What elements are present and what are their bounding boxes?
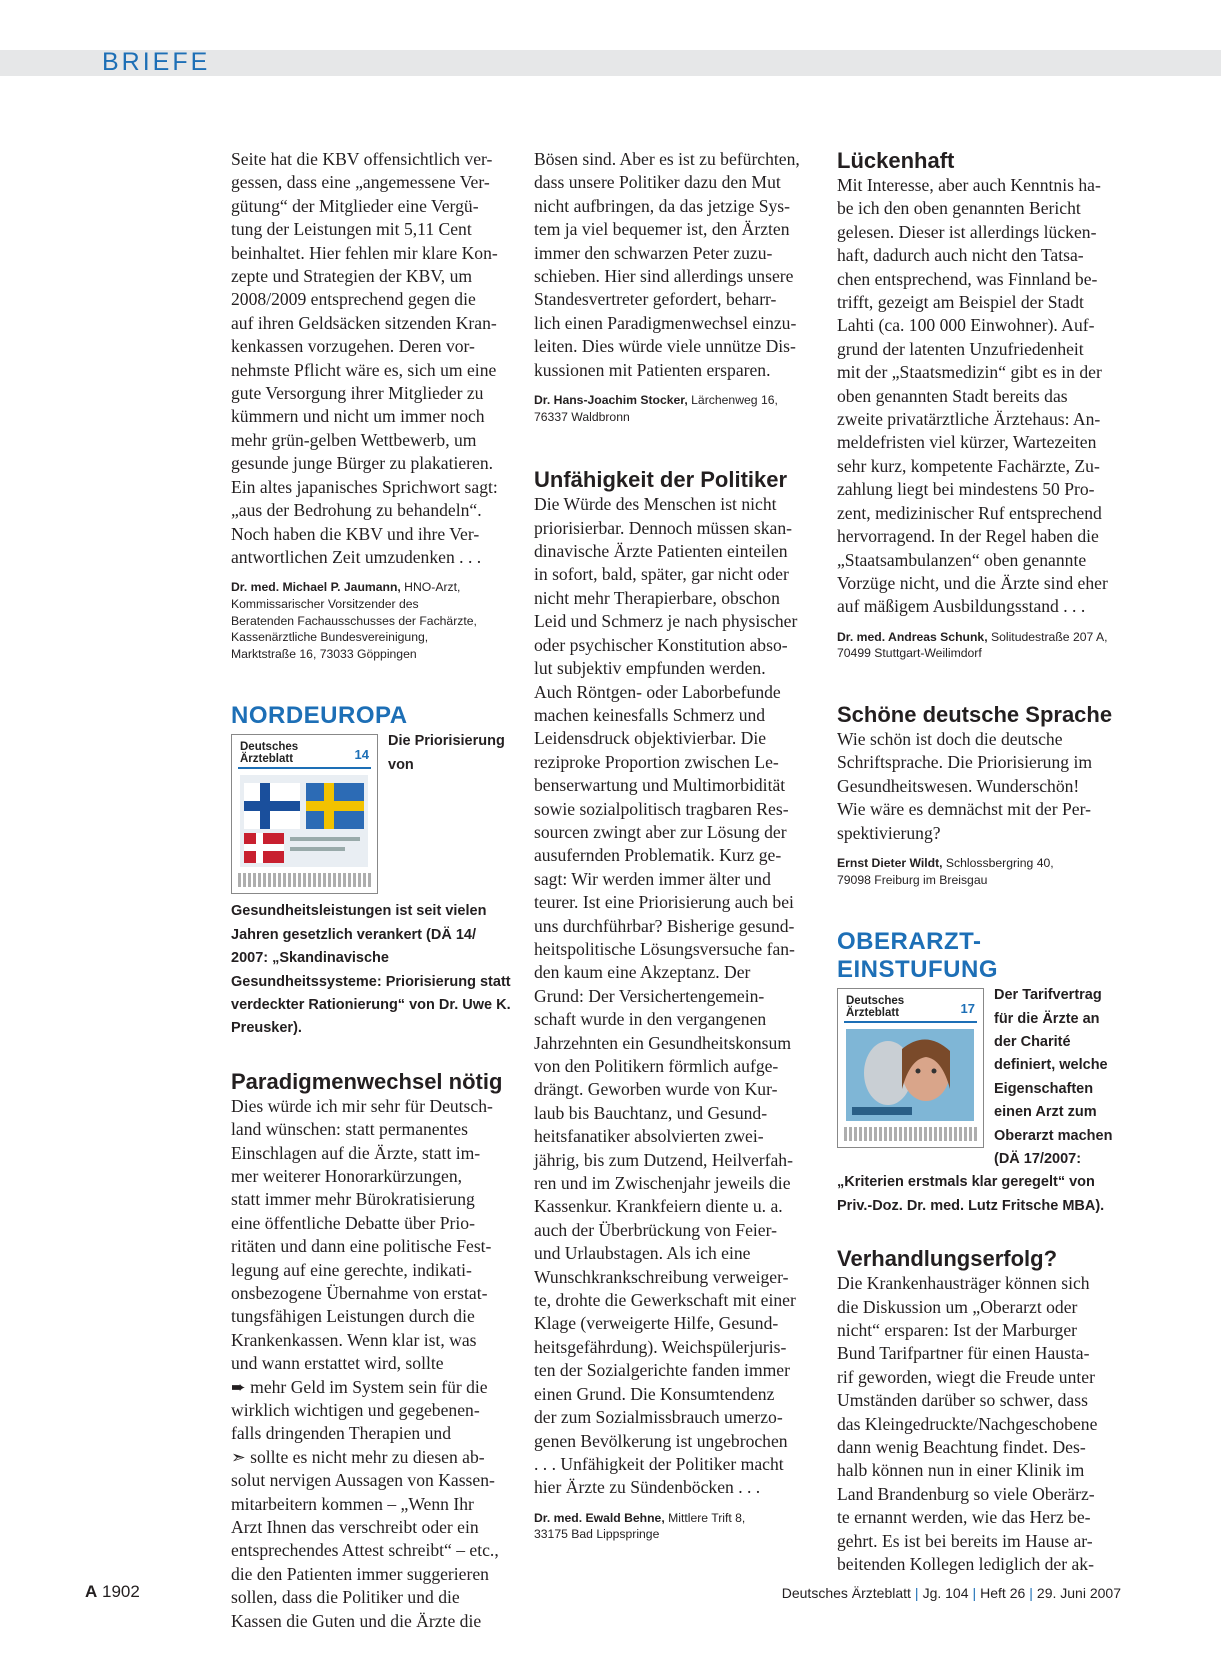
letter-heading: Paradigmenwechsel nötig bbox=[231, 1068, 503, 1094]
page-number bbox=[85, 1582, 140, 1602]
column-1 bbox=[231, 148, 516, 1633]
letter-signature: Dr. Hans-Joachim Stocker, Lärchenweg 16, 76337 Waldbronn bbox=[534, 393, 778, 424]
letter-text: Mit Interesse, aber auch Kenntnis ha- be ich den oben genannten Bericht gelesen. Dieser ist allerdings lücken- haft, dadurch auch nicht den Tatsa- chen entsprechend, was Finnland be- trifft, gezeigt am Beispiel der Stadt Lahti (ca. 100 000 Einwohner). Auf- grund der latenten Unzufriedenheit mit der „Staatsmedizin“ gibt es in der oben genannten Stadt bereits das zweite privatärztliche Ärztehaus: An- meldefristen viel kürzer, Wartezeiten sehr kurz, kompetente Fachärzte, Zu- zahlung liegt bei mindestens 50 Pro- zent, medizinischer Ruf entsprechend hervorragend. In der Regel haben die „Staatsambulanzen“ oben genannte Vorzüge nicht, und die Ärzte sind eher auf mäßigem Ausbildungsstand . . . bbox=[837, 175, 1108, 617]
topic-intro: Deutsches Ärzteblatt 14 Die Priorisierung von Gesundheitsleistungen ist seit vielen Jahren gesetzlich verankert (DÄ 14/ 2007: „Skandinavische Gesundheitssysteme: Priorisierung statt verdeckter Rationierung“ von Dr. Uwe K. Preusker). bbox=[231, 733, 511, 1037]
cover-issue-number: 14 bbox=[354, 747, 369, 763]
letter-signature: Dr. med. Ewald Behne, Mittlere Trift 8, 33175 Bad Lippspringe bbox=[534, 1510, 746, 1542]
letter-text: Wie schön ist doch die deutsche Schriftsprache. Die Priorisierung im Gesundheitswesen. Wunderschön! Wie wäre es demnächst mit der Per- spektivierung? bbox=[837, 728, 1093, 843]
cover-title: Deutsches Ärzteblatt bbox=[846, 995, 905, 1020]
cover-title: Deutsches Ärzteblatt bbox=[240, 741, 299, 766]
topic-heading: NORDEUROPA bbox=[231, 702, 408, 730]
letter-heading: Schöne deutsche Sprache bbox=[837, 701, 1113, 727]
column-2 bbox=[534, 148, 820, 1543]
letter-text: Bösen sind. Aber es ist zu befürchten, dass unsere Politiker dazu den Mut nicht aufbringen, da das jetzige Sys- tem ja viel bequemer ist, den Ärzten immer den schwarzen Peter zuzu- schieben. Hier sind allerdings unsere Standesvertreter gefordert, beharr- lich einen Paradigmenwechsel einzu- leiten. Dies würde viele unnütze Dis- kussionen mit Patienten ersparen. bbox=[534, 149, 800, 380]
letter-signature: Dr. med. Andreas Schunk, Solitudestraße 207 A, 70499 Stuttgart-Weilimdorf bbox=[837, 629, 1108, 661]
nordic-flags-illustration bbox=[240, 775, 368, 867]
letter-text: Die Krankenhausträger können sich die Diskussion um „Oberarzt oder nicht“ ersparen: Ist der Marburger Bund Tarifpartner für einen Hausta- rif geworden, wiegt die Freude unter Umständen darüber so schwer, dass das Kleingedruckte/Nachgeschobene dann wenig Beachtung findet. Des- halb können nun in einer Klinik im Land Brandenburg so viele Oberärz- te ernannt werden, wie das Herz be- gehrt. Es ist bei bereits im Hause ar- beitenden Kollegen lediglich der ak- bbox=[837, 1273, 1098, 1575]
topic-heading: OBERARZT-EINSTUFUNG bbox=[837, 928, 998, 984]
faces-illustration bbox=[846, 1029, 974, 1121]
cover-footer-text bbox=[844, 1127, 977, 1141]
bullet-item: ➣ sollte es nicht mehr zu diesen ab- solut nervigen Aussagen von Kassen- mitarbeitern kommen – „Wenn Ihr Arzt Ihnen das verschreibt oder ein entsprechendes Attest schreibt“ – etc., die den Patienten immer suggerieren sollen, dass die Politiker und die Kassen die Guten und die Ärzte die bbox=[231, 1446, 499, 1631]
journal-volume: Jg. 104 bbox=[922, 1585, 969, 1601]
page-prefix: A bbox=[85, 1582, 98, 1601]
section-label: BRIEFE bbox=[102, 48, 211, 76]
letter-signature: Dr. med. Michael P. Jaumann, HNO-Arzt, Kommissarischer Vorsitzender des Beratenden Fachausschusses der Fachärzte, Kassenärztliche Bundesvereinigung, Marktstraße 16, 73033 Göppingen bbox=[231, 580, 477, 661]
letter-heading: Unfähigkeit der Politiker bbox=[534, 467, 788, 493]
topic-intro: Deutsches Ärzteblatt 17 Der Tarifvertrag für die Ärzte an der Charité definiert, welche Eigenschaften einen Arzt zum Oberarzt machen (DÄ 17/2007: „Kriterien erstmals klar geregelt“ von Priv.-Doz. Dr. med. Lutz Fritsche MBA). bbox=[837, 987, 1113, 1214]
letter-heading: Verhandlungserfolg? bbox=[837, 1246, 1058, 1272]
magazine-cover-thumbnail bbox=[231, 734, 378, 894]
letter-text: Dies würde ich mir sehr für Deutsch- land wünschen: statt permanentes Einschlagen auf die Ärzte, statt im- mer weiterer Honorarkürzungen, statt immer mehr Bürokratisierung eine öffentliche Debatte über Prio- ritäten und dann eine politische Fest- legung auf eine gerechte, indikati- onsbezogene Übernahme von erstat- tungsfähigen Leistungen durch die Krankenkassen. Wenn klar ist, was und wann erstattet wird, sollte bbox=[231, 1095, 493, 1374]
letter-text: Die Würde des Menschen ist nicht priorisierbar. Dennoch müssen skan- dinavische Ärzte Patienten einteilen in sofort, bald, später, gar nicht oder nicht mehr Therapierbare, obschon Leid und Schmerz je nach physischer oder psychischer Konstitution abso- lut subjektiv empfunden werden. Auch Röntgen- oder Laborbefunde machen keinesfalls Schmerz und Leidensdruck objektivierbar. Die reziproke Proportion zwischen Le- benserwartung und Multimorbidität sowie sozialpolitisch tragbaren Res- sourcen zwingt aber zur Lösung der ausufernden Problematik. Kurz ge- sagt: Wir werden immer älter und teurer. Ist eine Priorisierung auch bei uns durchführbar? Bisherige gesund- heitspolitische Lösungsversuche fan- den kaum eine Akzeptanz. Der Grund: Der Versichertengemein- schaft wurde in den vergangenen Jahrzehnten ein Gesundheitskonsum von den Politikern förmlich aufge- drängt. Geworben wurde von Kur- laub bis Bauchtanz, und Gesund- heitsfanatiker absolvierten zwei- jährig, bis zum Dutzend, Heilverfah- ren und im Zwischenjahr jeweils die Kassenkur. Krankfeiern diente u. a. auch der Überbrückung von Feier- und Urlaubstagen. Als ich eine Wunschkrankschreibung verweiger- te, drohte die Gewerkschaft mit einer Klage (verweigerte Hilfe, Gesund- heitsgefährdung). Weichspülerjuris- ten der Sozialgerichte fanden immer einen Grund. Die Konsumtendenz der zum Sozialmissbrauch umerzo- genen Bevölkerung ist ungebrochen . . . Unfähigkeit der Politiker macht hier Ärzte zu Sündenböcken . . . bbox=[534, 494, 798, 1498]
magazine-cover-thumbnail bbox=[837, 988, 984, 1148]
letter-heading: Lückenhaft bbox=[837, 148, 955, 173]
journal-name: Deutsches Ärzteblatt bbox=[781, 1585, 911, 1601]
cover-rule bbox=[844, 1021, 977, 1023]
page-number-value: 1902 bbox=[102, 1582, 140, 1601]
letter-signature: Ernst Dieter Wildt, Schlossbergring 40, 79098 Freiburg im Breisgau bbox=[837, 855, 1054, 887]
letter-text: Seite hat die KBV offensichtlich ver- gessen, dass eine „angemessene Ver- gütung“ der Mitglieder eine Vergü- tung der Leistungen mit 5,11 Cent beinhaltet. Hier fehlen mir klare Kon- zepte und Strategien der KBV, um 2008/2009 entsprechend gegen die auf ihren Geldsäcken sitzenden Kran- kenkassen vorzugehen. Deren vor- nehmste Pflicht wäre es, sich um eine gute Versorgung ihrer Mitglieder zu kümmern und nicht um immer noch mehr grün-gelben Wettbewerb, um gesunde junge Bürger zu plakatieren. Ein altes japanisches Sprichwort sagt: „aus der Bedrohung zu behandeln“. Noch haben die KBV und ihre Ver- antwortlichen Zeit umzudenken . . . bbox=[231, 149, 498, 567]
cover-rule bbox=[238, 767, 371, 769]
cover-issue-number: 17 bbox=[960, 1001, 975, 1017]
cover-footer-text bbox=[238, 873, 371, 887]
journal-citation: Deutsches Ärzteblatt | Jg. 104 | Heft 26 | 29. Juni 2007 bbox=[781, 1585, 1121, 1601]
column-3 bbox=[837, 148, 1123, 1576]
journal-issue: Heft 26 bbox=[980, 1585, 1026, 1601]
bullet-item: ➨ mehr Geld im System sein für die wirklich wichtigen und gegebenen- falls dringenden Therapien und bbox=[231, 1376, 488, 1444]
journal-date: 29. Juni 2007 bbox=[1036, 1585, 1121, 1601]
